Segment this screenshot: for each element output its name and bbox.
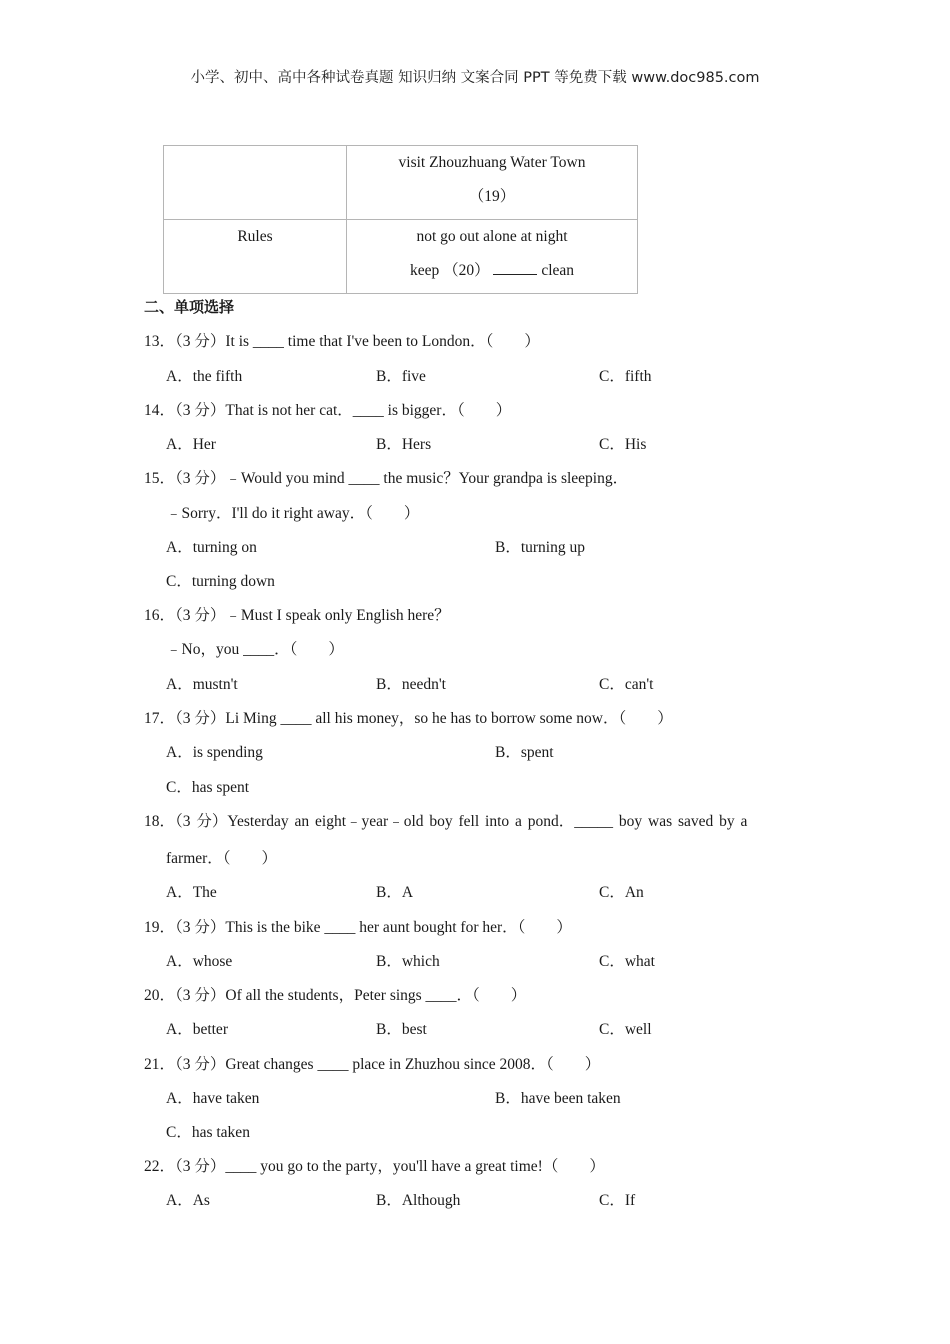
question-14: 14．（3 分）That is not her cat．____ is bigger．（ ） xyxy=(144,402,512,419)
option-b: B．turning up xyxy=(495,539,585,556)
table-cell-content xyxy=(347,220,638,294)
option-c: C．well xyxy=(599,1021,652,1038)
cell-text: Rules xyxy=(237,228,273,245)
table-cell-label xyxy=(164,146,347,220)
question-16: 16．（3 分）﹣Must I speak only English here？ xyxy=(144,607,450,624)
info-table xyxy=(163,145,638,294)
option-a: A．turning on xyxy=(166,539,257,556)
option-b: B．needn't xyxy=(376,676,446,693)
question-20: 20．（3 分）Of all the students，Peter sings ____．（ ） xyxy=(144,987,527,1004)
question-17: 17．（3 分）Li Ming ____ all his money，so he has to borrow some now．（ ） xyxy=(144,710,673,727)
section-title: 二、单项选择 xyxy=(144,298,235,316)
cell-text: （19） xyxy=(468,188,516,205)
option-b: B．spent xyxy=(495,744,554,761)
cell-text xyxy=(347,254,637,288)
option-a: A．whose xyxy=(166,953,233,970)
question-18: 18．（3 分）Yesterday an eight﹣year﹣old boy fell into a pond．_____ boy was saved by a xyxy=(144,813,748,830)
answer-blank xyxy=(493,260,537,275)
option-b: B．Although xyxy=(376,1192,461,1209)
page-header: 小学、初中、高中各种试卷真题 知识归纳 文案合同 PPT 等免费下载 www.doc985.com xyxy=(190,70,760,86)
question-21: 21．（3 分）Great changes ____ place in Zhuzhou since 2008．（ ） xyxy=(144,1056,601,1073)
option-c: C．what xyxy=(599,953,655,970)
option-b: B．five xyxy=(376,368,426,385)
question-19: 19．（3 分）This is the bike ____ her aunt bought for her．（ ） xyxy=(144,919,572,936)
option-b: B．have been taken xyxy=(495,1090,621,1107)
option-c: C．fifth xyxy=(599,368,652,385)
cell-text: visit Zhouzhuang Water Town xyxy=(398,154,586,171)
option-b: B．A xyxy=(376,884,414,901)
option-c: C．has taken xyxy=(166,1124,250,1141)
option-a: A．mustn't xyxy=(166,676,238,693)
cell-text: not go out alone at night xyxy=(416,228,568,245)
table-cell-label xyxy=(164,220,347,294)
question-13: 13．（3 分）It is ____ time that I've been to London．（ ） xyxy=(144,333,540,350)
option-a: A．better xyxy=(166,1021,228,1038)
question-18-cont: farmer．（ ） xyxy=(166,850,278,867)
option-a: A．the fifth xyxy=(166,368,243,385)
option-b: B．Hers xyxy=(376,436,432,453)
table-row xyxy=(164,220,638,294)
question-22: 22．（3 分）____ you go to the party，you'll have a great time!（ ） xyxy=(144,1158,605,1175)
option-a: A．The xyxy=(166,884,217,901)
table-row xyxy=(164,146,638,220)
option-a: A．have taken xyxy=(166,1090,260,1107)
table-cell-content xyxy=(347,146,638,220)
option-c: C．turning down xyxy=(166,573,275,590)
option-c: C．can't xyxy=(599,676,654,693)
option-c: C．If xyxy=(599,1192,636,1209)
option-a: A．is spending xyxy=(166,744,263,761)
question-15-reply: ﹣Sorry．I'll do it right away．（ ） xyxy=(166,505,420,522)
option-b: B．best xyxy=(376,1021,427,1038)
cell-text-post: clean xyxy=(541,262,575,279)
option-a: A．As xyxy=(166,1192,210,1209)
option-b: B．which xyxy=(376,953,440,970)
option-a: A．Her xyxy=(166,436,216,453)
option-c: C．His xyxy=(599,436,647,453)
option-c: C．An xyxy=(599,884,644,901)
question-15: 15．（3 分）﹣Would you mind ____ the music？Your grandpa is sleeping． xyxy=(144,470,629,487)
option-c: C．has spent xyxy=(166,779,250,796)
question-16-reply: ﹣No，you ____．（ ） xyxy=(166,641,344,658)
cell-text-pre: keep （20） xyxy=(409,262,490,279)
